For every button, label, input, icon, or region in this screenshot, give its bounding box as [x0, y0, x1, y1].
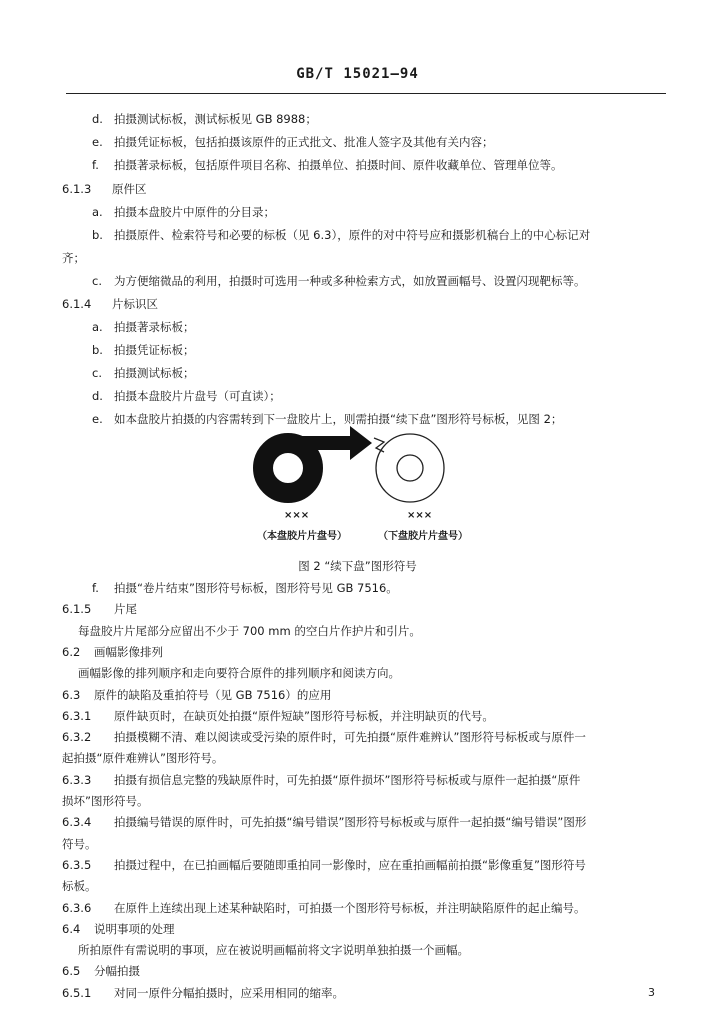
page-header: GB/T 15021—94	[296, 66, 419, 82]
clause-label: c.	[92, 274, 102, 288]
clause-text: 拍摄著录标板；	[114, 320, 195, 334]
clause-text: 拍摄原件、检索符号和必要的标板（见 6.3），原件的对中符号应和摄影机稿台上的中心标记对	[114, 228, 591, 242]
page-number: 3	[648, 986, 655, 999]
next-reel-notch-icon	[374, 438, 384, 452]
clause-text: 片尾	[114, 602, 137, 617]
text-line	[62, 751, 223, 765]
clause-text: 拍摄著录标板，包括原件项目名称、拍摄单位、拍摄时间、原件收藏单位、管理单位等。	[114, 158, 563, 172]
clause-label: b.	[92, 343, 103, 357]
text-line	[92, 274, 586, 288]
clause-text: 分幅拍摄	[94, 964, 140, 979]
clause-label: 6.3	[62, 687, 81, 702]
clause-label: b.	[92, 228, 103, 242]
clause-label: 6.5	[62, 964, 81, 979]
figure-right-mark: ×××	[407, 510, 433, 521]
next-reel-icon	[376, 434, 444, 502]
header-rule	[66, 93, 666, 94]
text-line	[62, 815, 586, 829]
clause-text: 拍摄测试标板，测试标板见 GB 8988；	[114, 112, 317, 126]
text-line	[92, 228, 590, 242]
clause-text: 拍摄测试标板；	[114, 366, 195, 380]
clause-text: 拍摄凭证标板，包括拍摄该原件的正式批文、批准人签字及其他有关内容；	[114, 135, 494, 149]
text-line	[62, 986, 344, 1000]
text-line	[62, 297, 158, 311]
clause-label: 6.1.5	[62, 602, 92, 617]
clause-label: c.	[92, 366, 102, 380]
text-line	[78, 624, 421, 638]
clause-label: 6.2	[62, 644, 81, 659]
text-line	[62, 251, 85, 265]
clause-label: 6.3.2	[62, 730, 92, 745]
clause-label: a.	[92, 320, 103, 334]
text-line	[62, 922, 175, 936]
clause-text: 齐；	[62, 251, 85, 265]
text-line	[62, 879, 97, 893]
clause-text: 拍摄模糊不清、难以阅读或受污染的原件时，可先拍摄“原件难辨认”图形符号标板或与原件一	[114, 730, 586, 745]
clause-text: 如本盘胶片拍摄的内容需转到下一盘胶片上，则需拍摄“续下盘”图形符号标板，见图 2；	[114, 412, 563, 426]
clause-text: 损坏”图形符号。	[62, 794, 149, 808]
text-line	[62, 709, 494, 723]
clause-text: 原件缺页时，在缺页处拍摄“原件短缺”图形符号标板，并注明缺页的代号。	[114, 708, 494, 723]
continue-next-reel-symbol	[250, 418, 465, 513]
text-line	[92, 158, 563, 172]
clause-label: 6.3.3	[62, 772, 92, 787]
clause-text: 拍摄过程中，在已拍画幅后要随即重拍同一影像时，应在重拍画幅前拍摄“影像重复”图形符号	[114, 857, 586, 872]
text-line	[78, 943, 469, 957]
text-line	[62, 645, 163, 659]
text-line	[62, 773, 580, 787]
clause-text: 拍摄有损信息完整的残缺原件时，可先拍摄“原件损坏”图形符号标板或与原件一起拍摄“原件	[114, 772, 581, 787]
clause-text: 每盘胶片片尾部分应留出不少于 700 mm 的空白片作护片和引片。	[78, 623, 421, 638]
clause-label: d.	[92, 389, 103, 403]
clause-label: 6.3.5	[62, 857, 92, 872]
clause-text: 拍摄“卷片结束”图形符号标板，图形符号见 GB 7516。	[114, 581, 398, 595]
clause-label: a.	[92, 205, 103, 219]
clause-label: 6.4	[62, 921, 81, 936]
figure-left-caption: （本盘胶片片盘号）	[257, 531, 347, 542]
text-line	[62, 837, 97, 851]
clause-label: 6.1.3	[62, 182, 92, 196]
clause-text: 在原件上连续出现上述某种缺陷时，可拍摄一个图形符号标板，并注明缺陷原件的起止编号。	[114, 900, 586, 915]
clause-label: 6.3.4	[62, 815, 92, 830]
text-line	[62, 602, 137, 616]
clause-label: 6.3.6	[62, 900, 92, 915]
clause-text: 拍摄凭证标板；	[114, 343, 195, 357]
text-line	[92, 343, 195, 357]
text-line	[78, 666, 400, 680]
clause-text: 片标识区	[112, 297, 158, 311]
text-line	[92, 581, 398, 595]
clause-text: 原件区	[112, 182, 147, 196]
clause-text: 所拍原件有需说明的事项，应在被说明画幅前将文字说明单独拍摄一个画幅。	[78, 943, 469, 958]
next-reel-hub-icon	[397, 455, 423, 481]
text-line	[92, 389, 281, 403]
clause-text: 起拍摄“原件难辨认”图形符号。	[62, 751, 224, 766]
clause-text: 拍摄本盘胶片片盘号（可直读）；	[114, 389, 281, 403]
clause-label: e.	[92, 412, 103, 426]
text-line	[92, 205, 275, 219]
clause-text: 说明事项的处理	[94, 921, 175, 936]
text-line	[62, 901, 586, 915]
clause-text: 画幅影像排列	[94, 644, 163, 659]
text-line	[62, 858, 586, 872]
text-line	[62, 730, 586, 744]
figure-title: 图 2 “续下盘”图形符号	[298, 559, 417, 573]
text-line	[92, 366, 195, 380]
clause-label: e.	[92, 135, 103, 149]
text-line	[92, 320, 195, 334]
clause-text: 画幅影像的排列顺序和走向要符合原件的排列顺序和阅读方向。	[78, 666, 400, 681]
clause-text: 为方便缩微品的利用，拍摄时可选用一种或多种检索方式，如放置画幅号、设置闪现靶标等。	[114, 274, 586, 288]
current-reel-icon	[263, 443, 313, 493]
text-line	[62, 794, 148, 808]
text-line	[62, 964, 140, 978]
clause-text: 原件的缺陷及重拍符号（见 GB 7516）的应用	[94, 687, 332, 702]
clause-text: 拍摄本盘胶片中原件的分目录；	[114, 205, 275, 219]
clause-label: f.	[92, 581, 99, 595]
clause-label: d.	[92, 112, 103, 126]
clause-text: 标板。	[62, 879, 97, 894]
clause-label: 6.1.4	[62, 297, 92, 311]
clause-label: f.	[92, 158, 99, 172]
clause-text: 符号。	[62, 836, 97, 851]
clause-text: 对同一原件分幅拍摄时，应采用相同的缩率。	[114, 985, 344, 1000]
clause-label: 6.3.1	[62, 708, 92, 723]
figure-left-mark: ×××	[284, 510, 310, 521]
clause-text: 拍摄编号错误的原件时，可先拍摄“编号错误”图形符号标板或与原件一起拍摄“编号错误”图形	[114, 815, 587, 830]
clause-label: 6.5.1	[62, 985, 92, 1000]
text-line	[62, 182, 147, 196]
text-line	[62, 688, 331, 702]
figure-right-caption: （下盘胶片片盘号）	[378, 531, 468, 542]
text-line	[92, 112, 317, 126]
text-line	[92, 135, 494, 149]
